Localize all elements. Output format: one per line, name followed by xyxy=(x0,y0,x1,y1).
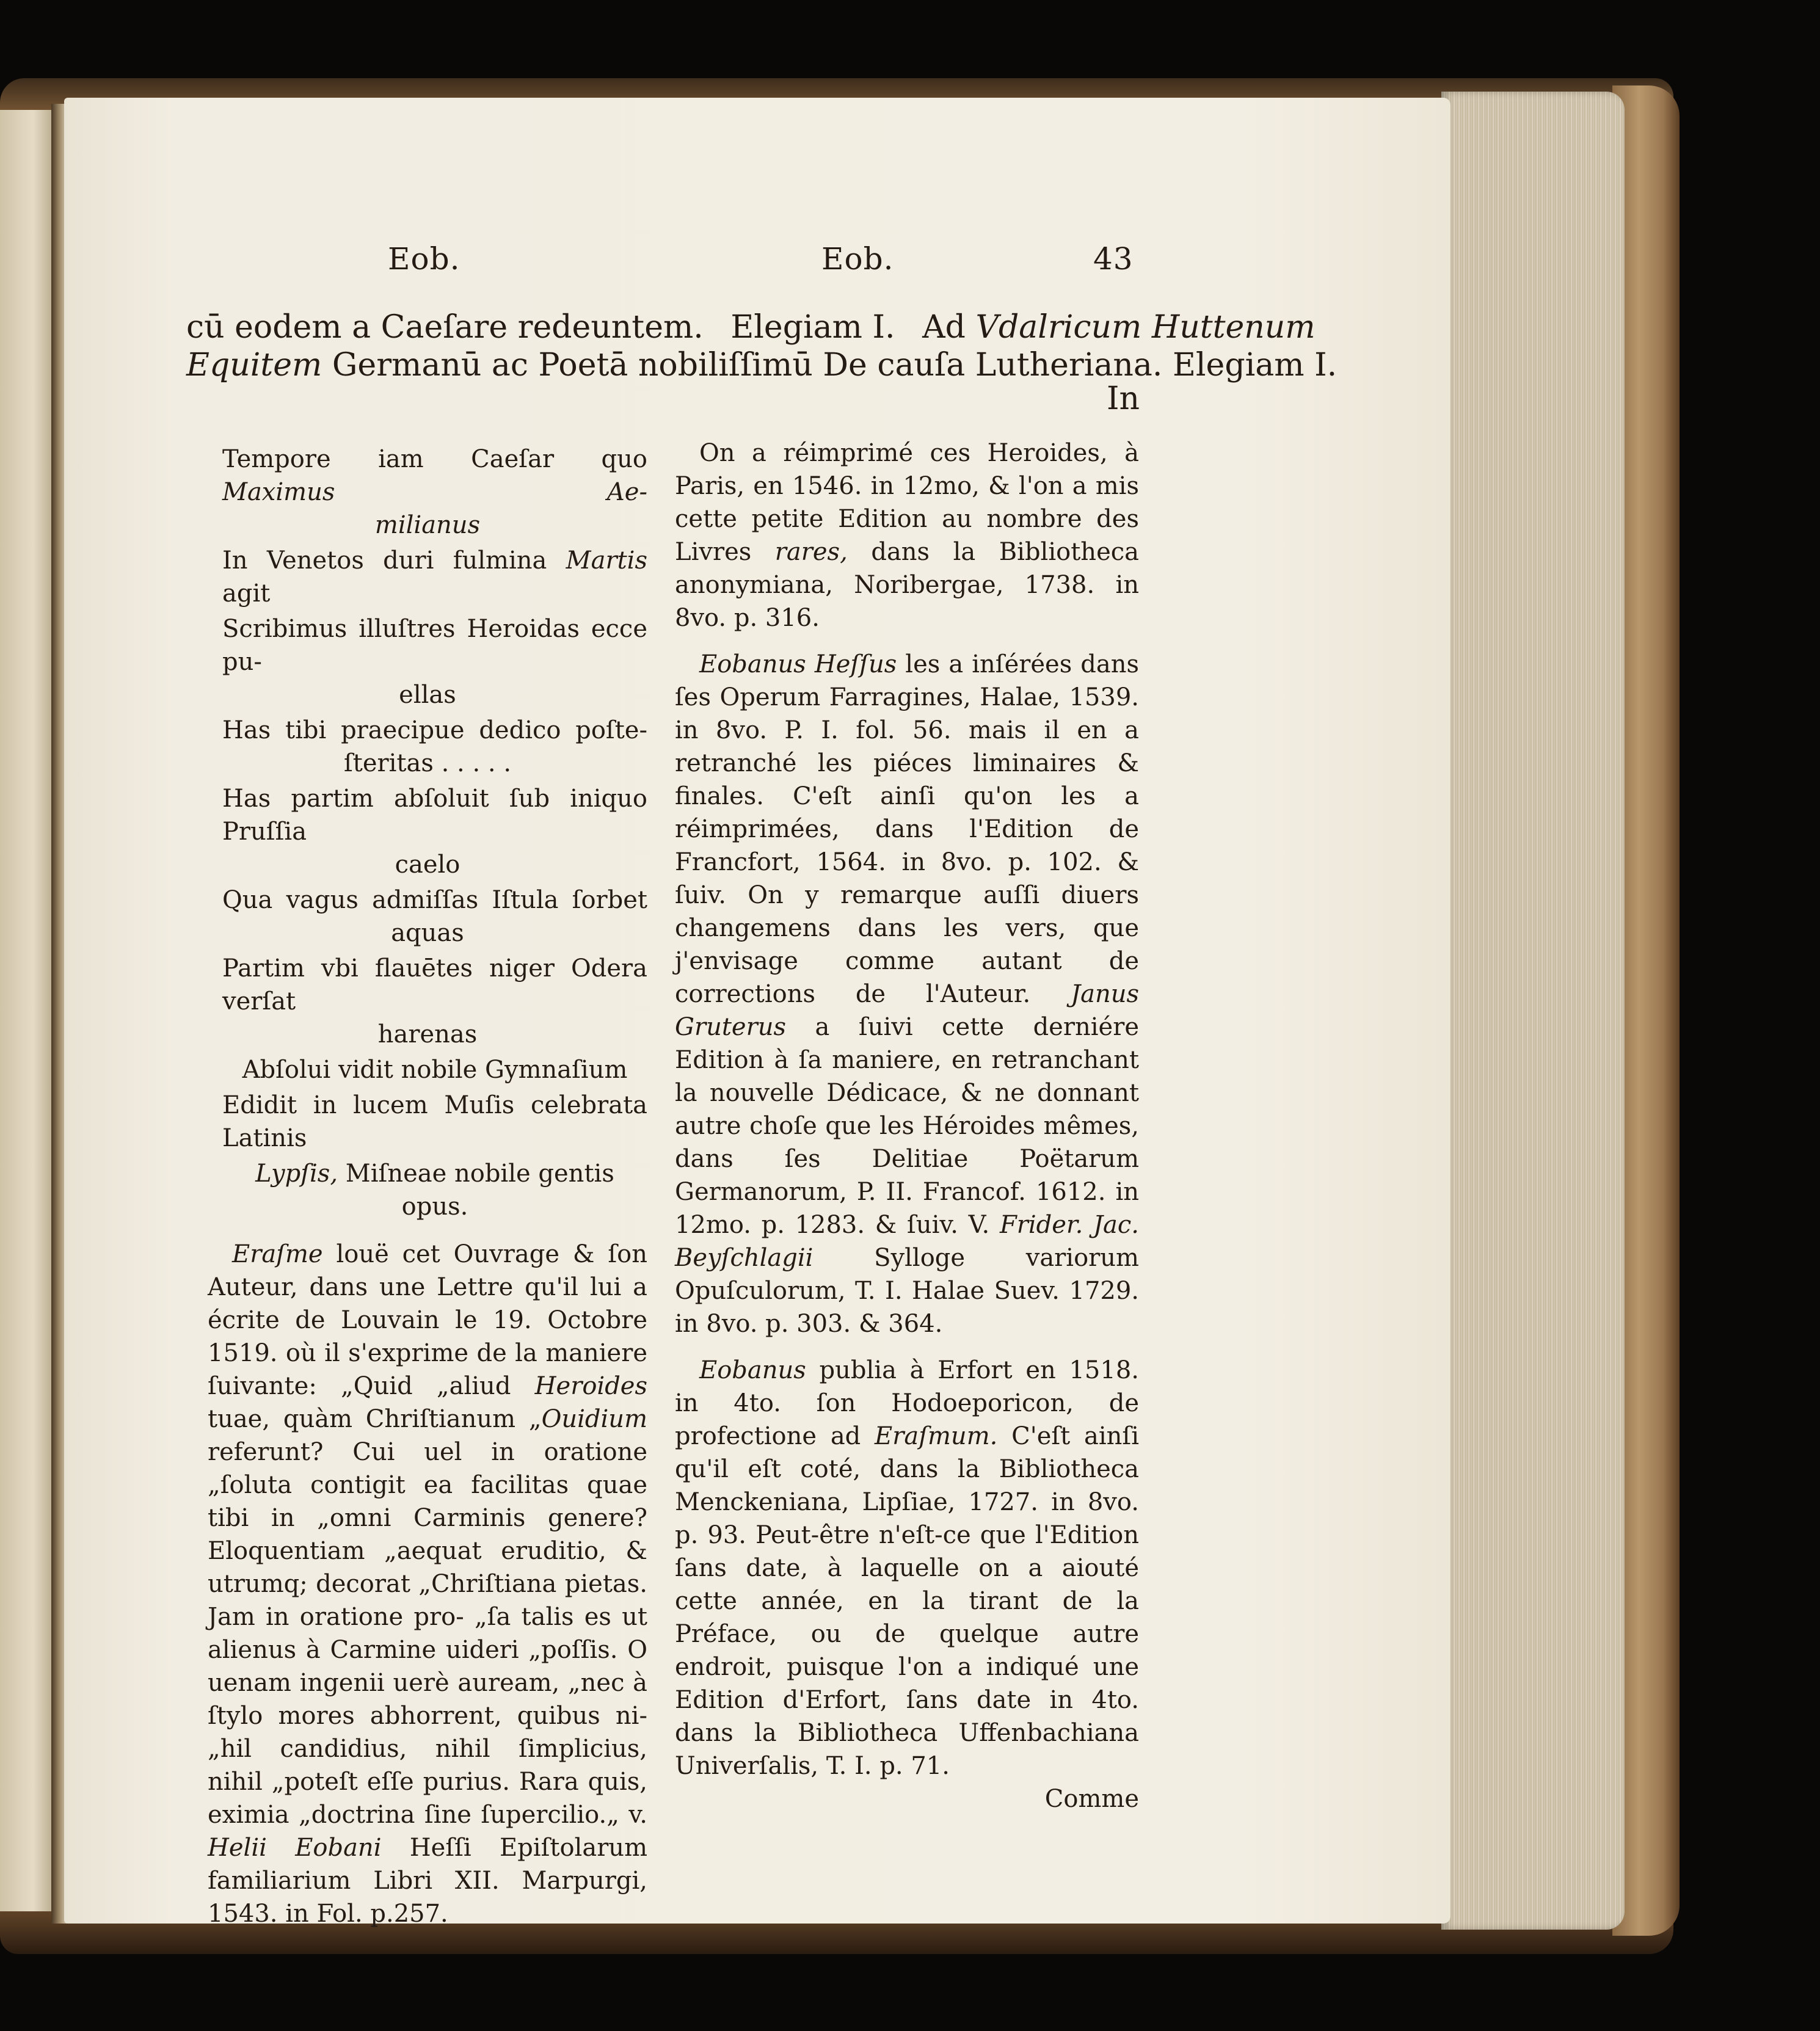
verse-line: Abſolui vidit nobile Gymnaſium xyxy=(242,1056,628,1084)
running-head-center: Eob. xyxy=(821,241,894,277)
title-text: cū eodem a Caeſare redeuntem. xyxy=(186,309,704,346)
title-text: Germanū ac Poetā nobiliſſimū De cauſa Lutheriana. Elegiam I. xyxy=(332,347,1338,383)
left-column xyxy=(208,443,647,1944)
page-number: 43 xyxy=(1093,241,1134,277)
verse-line: In Venetos duri fulmina Martis agit xyxy=(222,547,647,608)
verse-line: Qua vagus admiſſas Iſtula ſorbet aquas xyxy=(222,886,647,947)
verse-line: Lypſis, Miſneae nobile gentis opus. xyxy=(255,1160,614,1221)
verse-line: Has tibi praecipue dedico poſte- ſteritas . . . . . xyxy=(222,716,647,777)
erasmus-paragraph: Eraſme louë cet Ouvrage & ſon Auteur, dans une Lettre qu'il lui a écrite de Louvain le 19. Octobre 1519. où il s'exprime de la maniere ſuivante: „Quid „aliud Heroides tuae, quàm Chriſtianum „Ouidium referunt? Cui uel in oratione „ſoluta contigit ea facilitas quae tibi in „omni Carminis genere? Eloquentiam „aequat eruditio, & utrumq; decorat „Chriſtiana pietas. Jam in oratione pro- „ſa talis es ut alienus à Carmine uideri „poſſis. O uenam ingenii uerè auream, „nec à ſtylo mores abhorrent, quibus ni- „hil candidius, nihil ſimplicius, nihil „poteſt eſſe purius. Rara quis, eximia „doctrina ſine ſupercilio.„ v. Helii Eobani Heſſi Epiſtolarum familiarium Libri XII. Marpurgi, 1543. in Fol. p.257. xyxy=(208,1240,648,1928)
verse-block xyxy=(208,443,647,1223)
title-line-3: In xyxy=(1107,380,1140,417)
title-text: Ad xyxy=(922,309,966,346)
title-line-2 xyxy=(186,346,1337,384)
verse-line: Partim vbi flauētes niger Odera verſat harenas xyxy=(222,954,647,1048)
title-text-italic: Vdalricum Huttenum xyxy=(975,309,1316,346)
running-head-left: Eob. xyxy=(388,241,460,277)
facing-page-edge xyxy=(0,110,55,1911)
verse-line: Tempore iam Caeſar quo Maximus Ae- milianus xyxy=(222,445,647,539)
hodoeporicon-paragraph: Eobanus publia à Erfort en 1518. in 4to. ſon Hodoeporicon, de profectione ad Eraſmum. C'eſt ainſi qu'il eſt coté, dans la Bibliotheca Menckeniana, Lipſiae, 1727. in 8vo. p. 93. Peut-être n'eſt-ce que l'Edition ſans date, à laquelle on a aiouté cette année, en la tirant de la Préface, ou de quelque autre endroit, puisque l'on a indiqué une Edition d'Erfort, ſans date in 4to. dans la Bibliotheca Uffenbachiana Univerſalis, T. I. p. 71. xyxy=(675,1356,1139,1780)
verse-line: Has partim abſoluit ſub iniquo Pruſſia caelo xyxy=(222,785,647,879)
catchword: Comme xyxy=(1044,1785,1139,1813)
title-text-italic: Equitem xyxy=(186,347,322,383)
farragines-paragraph: Eobanus Heſſus les a inſérées dans ſes Operum Farragines, Halae, 1539. in 8vo. P. I. fol. 56. mais il en a retranché les piéces liminaires & finales. C'eſt ainſi qu'on les a réimprimées, dans l'Edition de Francfort, 1564. in 8vo. p. 102. & ſuiv. On y remarque auſſi diuers changemens dans les vers, que j'envisage comme autant de corrections de l'Auteur. Janus Gruterus a ſuivi cette derniére Edition à ſa maniere, en retranchant la nouvelle Dédicace, & ne donnant autre choſe que les Héroides mêmes, dans ſes Delitiae Poëtarum Germanorum, P. II. Francof. 1612. in 12mo. p. 1283. & ſuiv. V. Frider. Jac. Beyſchlagii Sylloge variorum Opuſculorum, T. I. Halae Suev. 1729. in 8vo. p. 303. & 364. xyxy=(675,650,1140,1338)
reprint-paragraph: On a réimprimé ces Heroides, à Paris, en 1546. in 12mo, & l'on a mis cette petite Edition au nombre des Livres rares, dans la Bibliotheca anonymiana, Noribergae, 1738. in 8vo. p. 316. xyxy=(675,439,1139,632)
title-text: Elegiam I. xyxy=(730,309,895,346)
verse-line: Edidit in lucem Muſis celebrata Latinis xyxy=(222,1091,647,1152)
right-column xyxy=(675,437,1139,1815)
verse-line: Scribimus illuſtres Heroidas ecce pu- ellas xyxy=(222,615,647,709)
title-line-1 xyxy=(186,308,1316,346)
page-fore-edge xyxy=(1441,92,1625,1930)
